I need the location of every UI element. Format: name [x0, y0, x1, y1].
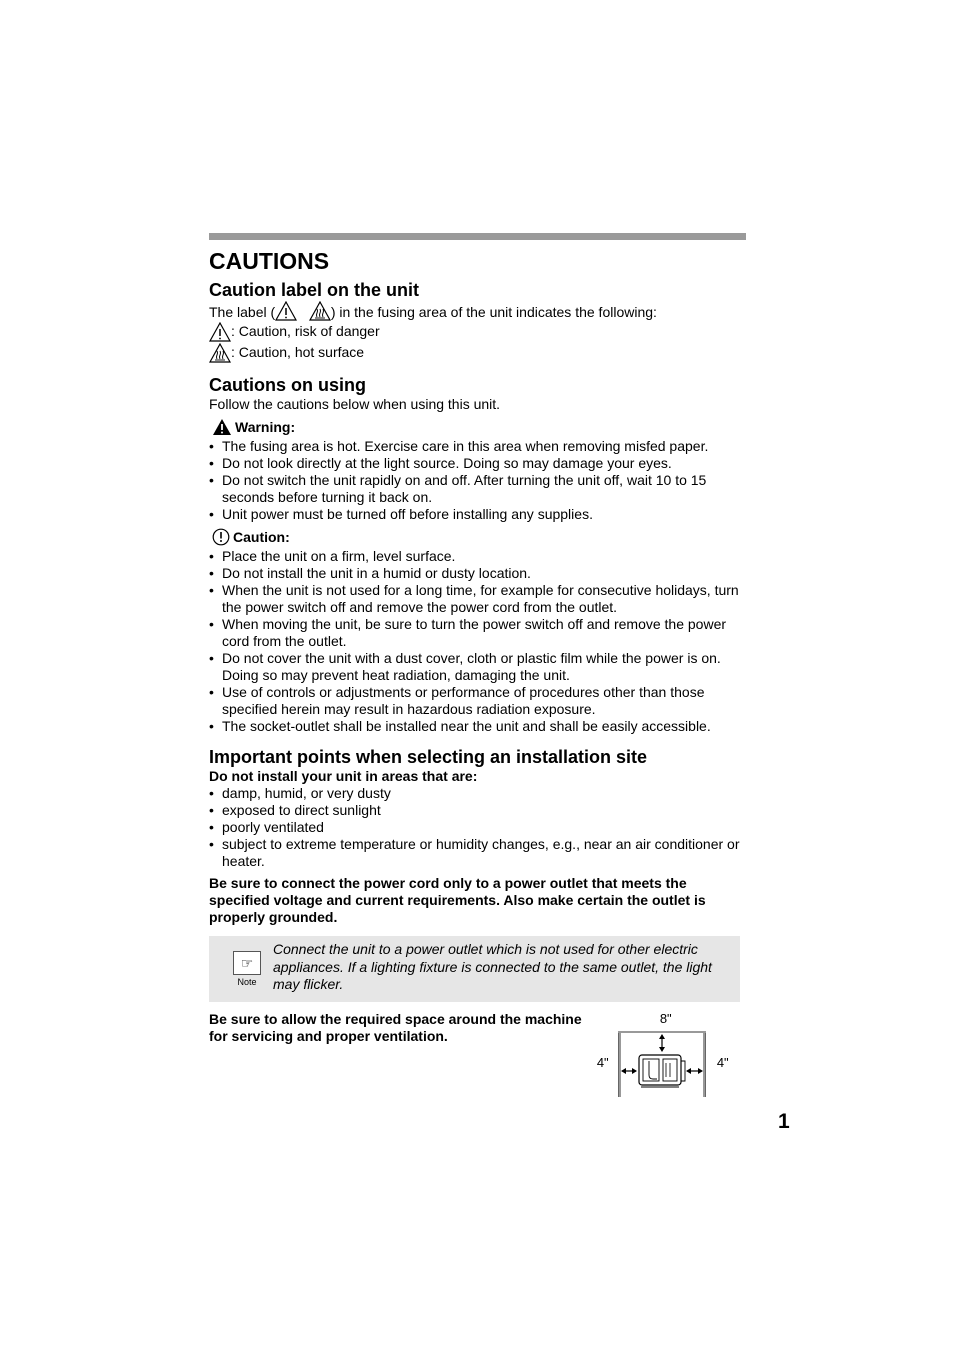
- list-item: • Do not look directly at the light source. Doing so may damage your eyes.: [209, 455, 746, 472]
- not-install-list: [209, 785, 746, 870]
- list-item: • poorly ventilated: [209, 819, 746, 836]
- hot-surface-triangle-icon: [209, 343, 231, 363]
- list-item: • damp, humid, or very dusty: [209, 785, 746, 802]
- clearance-top-label: 8": [659, 1010, 672, 1026]
- warning-subheading: Warning:: [212, 418, 746, 436]
- list-item: • Do not switch the unit rapidly on and off. After turning the unit off, wait 10 to 15 seconds before turning it back on.: [209, 472, 746, 506]
- warning-list: [209, 438, 746, 523]
- page-title: CAUTIONS: [209, 248, 330, 274]
- caution-label-item: : Caution, risk of danger: [209, 321, 746, 342]
- list-item: • Place the unit on a firm, level surface.: [209, 548, 746, 565]
- note-icon-block: [221, 941, 273, 994]
- list-item: • Unit power must be turned off before installing any supplies.: [209, 506, 746, 523]
- note-box: [209, 936, 740, 1002]
- page-number: 1: [778, 1110, 790, 1133]
- page-content: [209, 233, 746, 1106]
- list-item: • subject to extreme temperature or humidity changes, e.g., near an air conditioner or heater.: [209, 836, 746, 870]
- caution-list: [209, 548, 746, 735]
- pointing-hand-icon: ☞: [233, 951, 261, 975]
- list-item: • Use of controls or adjustments or performance of procedures other than those specified herein may result in hazardous radiation exposure.: [209, 684, 746, 718]
- power-requirement-text: Be sure to connect the power cord only to a power outlet that meets the specified voltage and current requirements. Also make certain the outlet is properly grounded.: [209, 875, 706, 925]
- hot-surface-triangle-icon: [309, 301, 331, 321]
- section-heading-cautions-using: Cautions on using: [209, 375, 366, 395]
- list-item: • When moving the unit, be sure to turn the power switch off and remove the power cord from the outlet.: [209, 616, 746, 650]
- caution-subheading: Caution:: [212, 528, 746, 546]
- header-rule: [209, 233, 746, 240]
- machine-top-view-icon: [617, 1031, 707, 1097]
- clearance-left-label: 4": [596, 1054, 609, 1070]
- clearance-diagram: [597, 1011, 746, 1106]
- warning-triangle-icon: [275, 301, 297, 321]
- caution-label-item: : Caution, hot surface: [209, 342, 746, 363]
- warning-triangle-icon: [209, 322, 231, 342]
- list-item: • exposed to direct sunlight: [209, 802, 746, 819]
- caution-label-intro: The label ( ) in the fusing area of the unit indicates the following:: [209, 301, 746, 321]
- not-install-label: Do not install your unit in areas that are:: [209, 768, 478, 784]
- clearance-right-label: 4": [716, 1054, 729, 1070]
- section-heading-caution-label: Caution label on the unit: [209, 280, 419, 300]
- clearance-text: Be sure to allow the required space around the machine for servicing and proper ventilation.: [209, 1010, 582, 1044]
- exclamation-circle-icon: [212, 528, 230, 546]
- list-item: • Do not install the unit in a humid or dusty location.: [209, 565, 746, 582]
- note-text: Connect the unit to a power outlet which is not used for other electric appliances. If a lighting fixture is connected to the same outlet, the light may flicker.: [273, 941, 712, 992]
- list-item: • The socket-outlet shall be installed near the unit and shall be easily accessible.: [209, 718, 746, 735]
- cautions-using-intro: Follow the cautions below when using this unit.: [209, 396, 501, 412]
- section-heading-installation-site: Important points when selecting an installation site: [209, 747, 648, 767]
- clearance-row: [209, 1011, 746, 1106]
- warning-filled-icon: [212, 418, 232, 436]
- list-item: • Do not cover the unit with a dust cover, cloth or plastic film while the power is on. Doing so may prevent heat radiation, damaging the unit.: [209, 650, 746, 684]
- list-item: • The fusing area is hot. Exercise care in this area when removing misfed paper.: [209, 438, 746, 455]
- list-item: • When the unit is not used for a long time, for example for consecutive holidays, turn the power switch off and remove the power cord from the outlet.: [209, 582, 746, 616]
- note-caption: Note: [237, 977, 257, 987]
